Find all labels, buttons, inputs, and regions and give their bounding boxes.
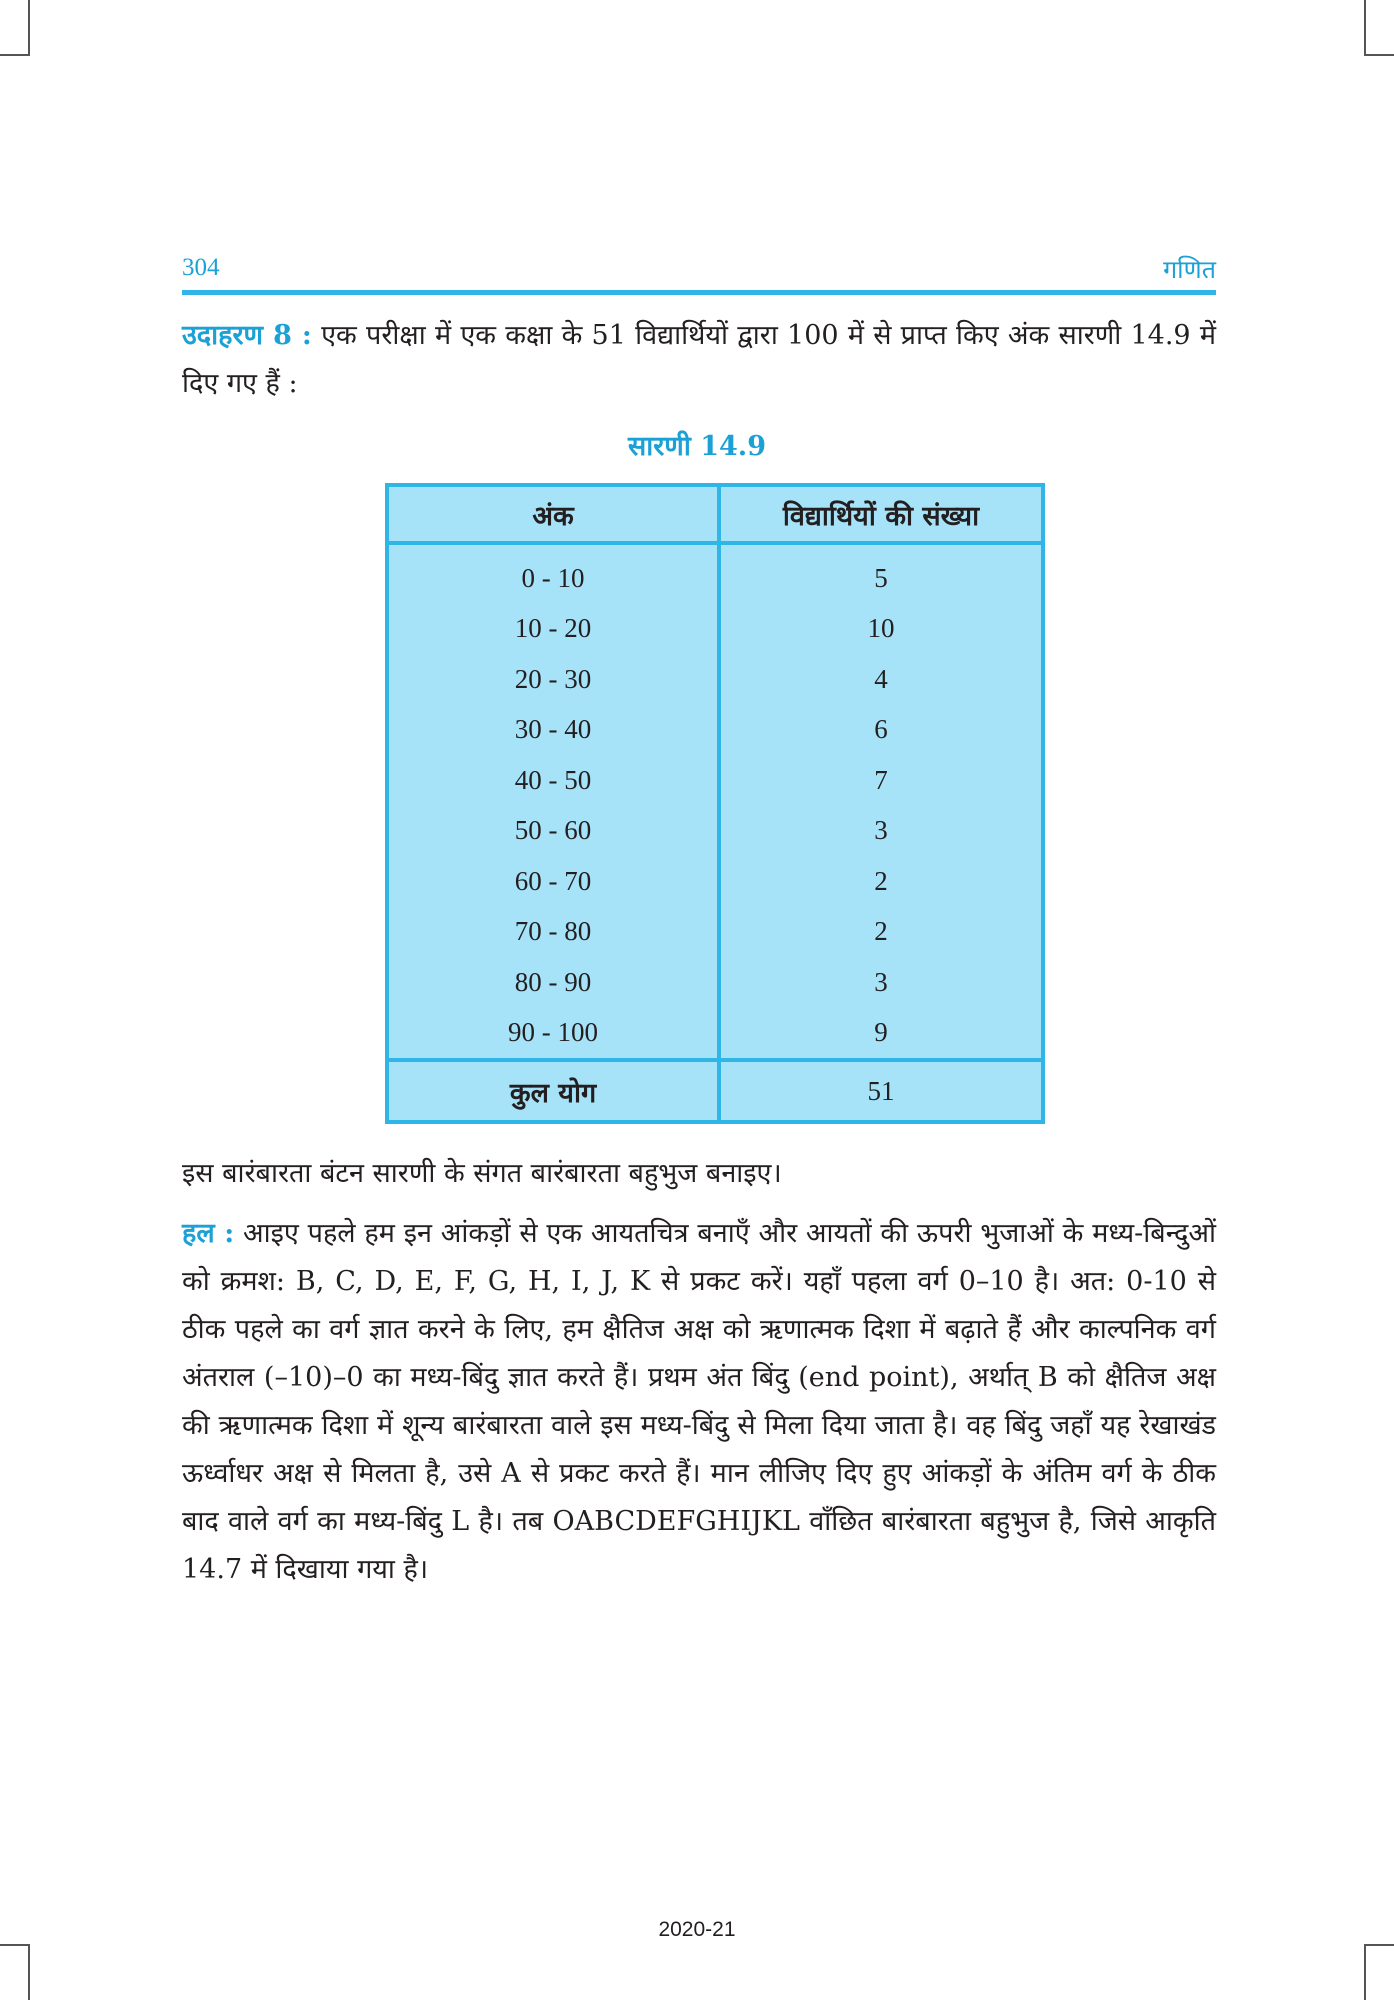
- solution-paragraph: [182, 1210, 1216, 1594]
- marks-cell: 60 - 70: [387, 856, 719, 907]
- count-cell: 10: [867, 613, 895, 644]
- crop-mark: [28, 1944, 30, 2000]
- crop-mark: [0, 1944, 28, 1946]
- marks-cell: 40 - 50: [387, 755, 719, 806]
- marks-cell: 90 - 100: [387, 1008, 719, 1061]
- header-student-count: विद्यार्थियों की संख्या: [719, 485, 1043, 543]
- count-cell: 4: [874, 663, 888, 694]
- marks-cell: 30 - 40: [387, 705, 719, 756]
- crop-mark: [0, 54, 28, 56]
- page-number: 304: [182, 254, 220, 281]
- table-row: [387, 1008, 1043, 1061]
- table-title: सारणी 14.9: [628, 431, 766, 462]
- example-text: एक परीक्षा में एक कक्षा के 51 विद्यार्थियों द्वारा 100 में से प्राप्त किए अंक सारणी 14.9 में दिए गए हैं :: [182, 320, 1216, 399]
- count-cell: 7: [874, 764, 888, 795]
- crop-mark: [1366, 1944, 1394, 1946]
- example-paragraph: [182, 312, 1216, 408]
- marks-cell: 70 - 80: [387, 907, 719, 958]
- marks-cell: 10 - 20: [387, 604, 719, 655]
- table-row: [387, 654, 1043, 705]
- table-row: [387, 705, 1043, 756]
- marks-cell: 20 - 30: [387, 654, 719, 705]
- example-label: उदाहरण 8 :: [182, 320, 312, 351]
- marks-cell: 0 - 10: [387, 543, 719, 604]
- crop-mark: [1366, 54, 1394, 56]
- count-cell: 2: [874, 916, 888, 947]
- table-row: [387, 604, 1043, 655]
- total-label: कुल योग: [387, 1060, 719, 1122]
- table-header-row: [387, 485, 1043, 543]
- crop-mark: [28, 0, 30, 56]
- count-cell: 5: [874, 562, 888, 593]
- table-row: [387, 856, 1043, 907]
- table-row: [387, 543, 1043, 604]
- count-cell: 6: [874, 714, 888, 745]
- table-row: [387, 755, 1043, 806]
- count-cell: 9: [874, 1017, 888, 1048]
- frequency-table: [385, 483, 1045, 1124]
- marks-cell: 80 - 90: [387, 957, 719, 1008]
- table-row: [387, 806, 1043, 857]
- subject-title: गणित: [1163, 255, 1216, 284]
- total-value: 51: [719, 1060, 1043, 1122]
- instruction-paragraph: इस बारंबारता बंटन सारणी के संगत बारंबारता बहुभुज बनाइए।: [182, 1158, 782, 1189]
- count-cell: 3: [874, 815, 888, 846]
- table-row: [387, 907, 1043, 958]
- solution-label: हल :: [182, 1218, 235, 1249]
- count-cell: 3: [874, 966, 888, 997]
- crop-mark: [1364, 0, 1366, 56]
- header-divider: [182, 290, 1216, 295]
- table-total-row: [387, 1060, 1043, 1122]
- marks-cell: 50 - 60: [387, 806, 719, 857]
- footer-year: 2020-21: [658, 1918, 736, 1941]
- count-cell: 2: [874, 865, 888, 896]
- table-row: [387, 957, 1043, 1008]
- crop-mark: [1364, 1944, 1366, 2000]
- solution-text: आइए पहले हम इन आंकड़ों से एक आयतचित्र बनाएँ और आयतों की ऊपरी भुजाओं के मध्य-बिन्दुओं को क्रमश: B, C, D, E, F, G, H, I, J, K से प्रकट करें। यहाँ पहला वर्ग 0–10 है। अत: 0-10 से ठीक पहले का वर्ग ज्ञात करने के लिए, हम क्षैतिज अक्ष को ऋणात्मक दिशा में बढ़ाते हैं और काल्पनिक वर्ग अंतराल (–10)–0 का मध्य-बिंदु ज्ञात करते हैं। प्रथम अंत बिंदु (end point), अर्थात् B को क्षैतिज अक्ष की ऋणात्मक दिशा में शून्य बारंबारता वाले इस मध्य-बिंदु से मिला दिया जाता है। वह बिंदु जहाँ यह रेखाखंड ऊर्ध्वाधर अक्ष से मिलता है, उसे A से प्रकट करते हैं। मान लीजिए दिए हुए आंकड़ों के अंतिम वर्ग के ठीक बाद वाले वर्ग का मध्य-बिंदु L है। तब OABCDEFGHIJKL वाँछित बारंबारता बहुभुज है, जिसे आकृति 14.7 में दिखाया गया है।: [182, 1218, 1216, 1585]
- header-marks: अंक: [387, 485, 719, 543]
